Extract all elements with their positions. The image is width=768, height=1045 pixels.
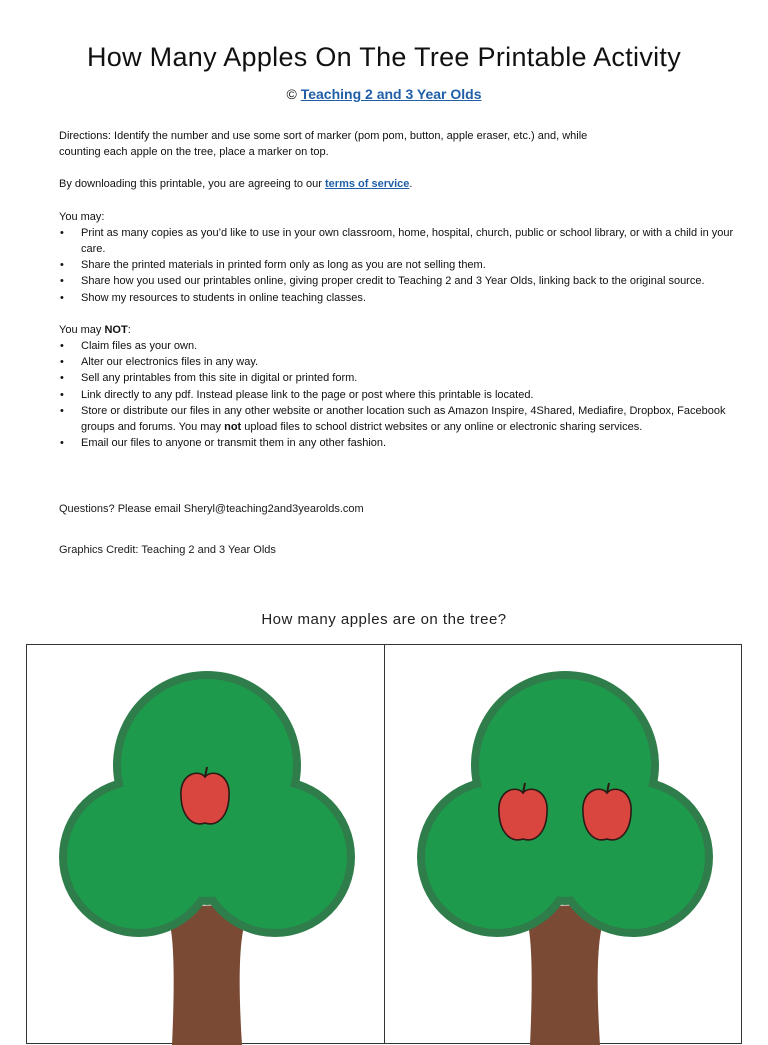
may-not-emphasis: NOT	[104, 323, 128, 336]
activity-cards	[26, 644, 742, 1044]
apple	[499, 783, 547, 840]
list-item: • Share the printed materials in printed form only as long as you are not selling them.	[59, 257, 759, 273]
list-item	[59, 403, 759, 435]
item5-suffix: upload files to school district websites or any online or electronic sharing services.	[241, 421, 643, 434]
questions-line: Questions? Please email Sheryl@teaching2and3yearolds.com	[59, 503, 364, 515]
item5-prefix: Store or distribute our files in any other website or another location such as Amazon Inspire, 4Shared, Mediafire, Dropbox, Facebook groups and forums. You may	[81, 404, 726, 434]
apple	[181, 767, 229, 824]
you-may-not-list	[59, 338, 759, 451]
may-not-suffix: :	[127, 323, 131, 336]
list-item: • Print as many copies as you’d like to use in your own classroom, home, hospital, church, public or school library, or with a child in your care.	[59, 225, 759, 257]
apple	[583, 783, 631, 840]
credit-line	[0, 86, 768, 102]
terms-of-service-link[interactable]: terms of service	[325, 178, 410, 191]
you-may-not-heading	[59, 322, 759, 338]
list-item: • Claim files as your own.	[59, 338, 759, 354]
credit-link[interactable]: Teaching 2 and 3 Year Olds	[300, 86, 482, 102]
list-item: • Sell any printables from this site in digital or printed form.	[59, 370, 759, 386]
list-item: • Email our files to anyone or transmit them in any other fashion.	[59, 435, 759, 451]
may-not-prefix: You may	[59, 323, 105, 336]
apple-tree-2	[385, 645, 743, 1045]
instructions	[59, 128, 759, 451]
item5-emphasis: not	[224, 421, 242, 434]
list-item: • Share how you used our printables online, giving proper credit to Teaching 2 and 3 Year Olds, linking back to the original source.	[59, 273, 759, 289]
copyright-symbol: ©	[286, 86, 297, 102]
terms-suffix: .	[409, 178, 413, 191]
apple-tree-1	[27, 645, 385, 1045]
tree-foliage	[425, 679, 705, 929]
directions-line-2: counting each apple on the tree, place a marker on top.	[59, 146, 329, 159]
page-title: How Many Apples On The Tree Printable Activity	[86, 42, 682, 72]
list-item: • Show my resources to students in online teaching classes.	[59, 290, 759, 306]
list-item: • Alter our electronics files in any way.	[59, 354, 759, 370]
you-may-heading: You may:	[59, 210, 105, 223]
terms-line	[59, 176, 759, 192]
graphics-credit: Graphics Credit: Teaching 2 and 3 Year Olds	[59, 544, 276, 556]
directions-line-1: Directions: Identify the number and use some sort of marker (pom pom, button, apple eraser, etc.) and, while	[59, 130, 588, 142]
list-item: • Link directly to any pdf. Instead please link to the page or post where this printable is located.	[59, 387, 759, 403]
tree-card-2	[384, 645, 741, 1043]
tree-card-1	[27, 645, 384, 1043]
activity-heading: How many apples are on the tree?	[261, 611, 507, 628]
you-may-list	[59, 225, 759, 306]
terms-prefix: By downloading this printable, you are agreeing to our	[59, 178, 326, 191]
